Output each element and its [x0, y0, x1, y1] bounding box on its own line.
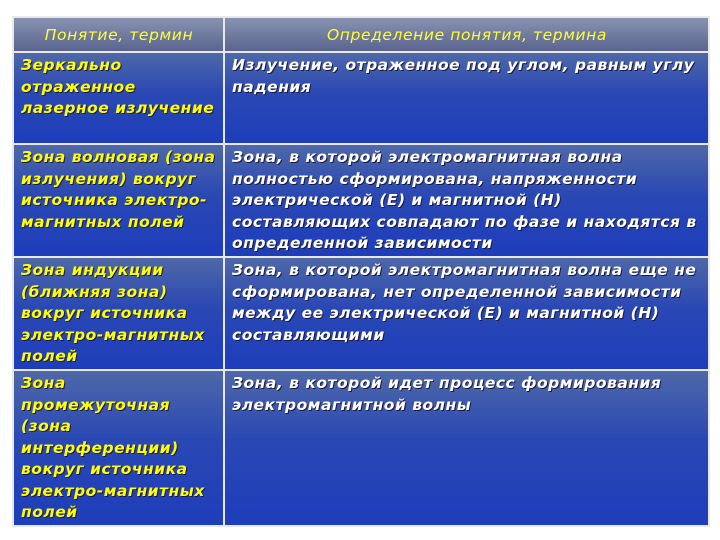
- table-row: [13, 52, 709, 144]
- header-definition: Определение понятия, термина: [224, 17, 709, 52]
- definition-cell: Зона, в которой электромагнитная волна еще не сформирована, нет определенной зависимости между ее электрической (Е) и магнитной (Н) составляющими: [224, 257, 709, 370]
- term-cell: Зеркально отраженное лазерное излучение: [13, 52, 224, 144]
- table-row: [13, 370, 709, 526]
- term-cell: Зона промежуточная (зона интерференции) вокруг источника электро-магнитных полей: [13, 370, 224, 526]
- table-header-row: [13, 17, 709, 52]
- table-row: [13, 257, 709, 370]
- table-row: [13, 144, 709, 257]
- term-cell: Зона волновая (зона излучения) вокруг источника электро-магнитных полей: [13, 144, 224, 257]
- term-cell: Зона индукции (ближняя зона) вокруг источника электро-магнитных полей: [13, 257, 224, 370]
- definition-cell: Излучение, отраженное под углом, равным углу падения: [224, 52, 709, 144]
- definition-cell: Зона, в которой электромагнитная волна полностью сформирована, напряженности электрической (Е) и магнитной (Н) составляющих совпадают по фазе и находятся в определенной зависимости: [224, 144, 709, 257]
- definition-cell: Зона, в которой идет процесс формирования электромагнитной волны: [224, 370, 709, 526]
- terms-table: [12, 16, 710, 527]
- header-term: Понятие, термин: [13, 17, 224, 52]
